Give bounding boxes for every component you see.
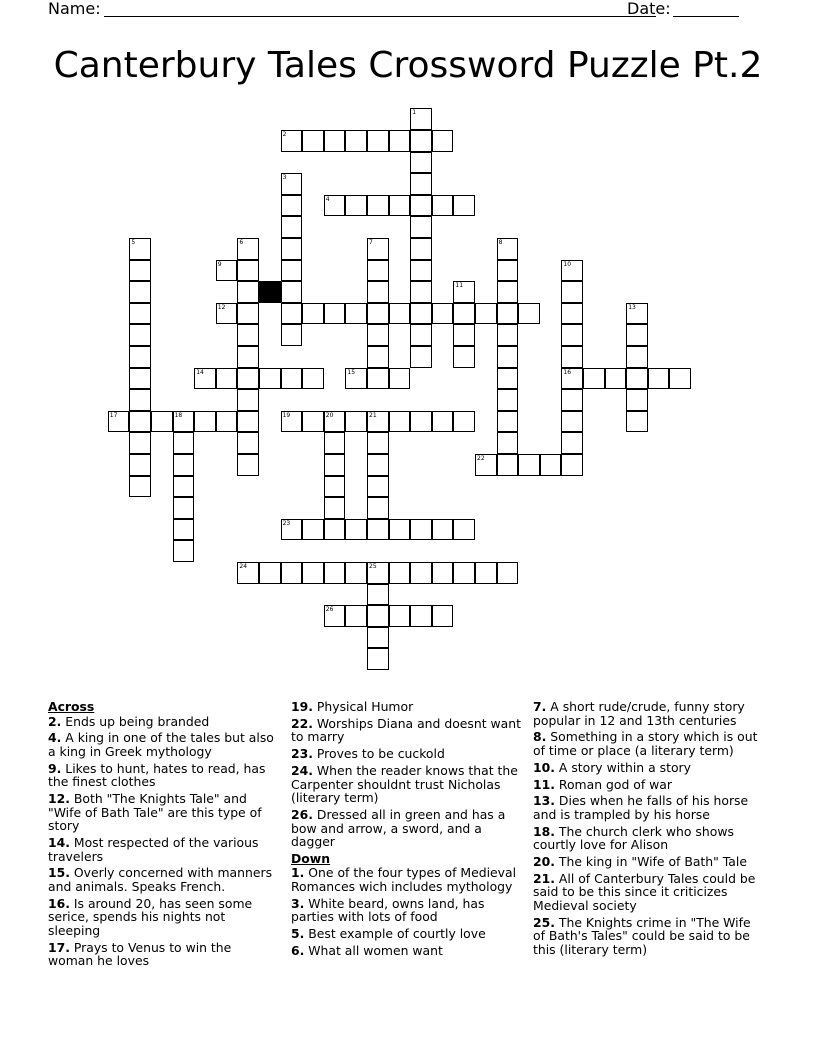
grid-cell[interactable]: [453, 562, 475, 584]
grid-cell[interactable]: [345, 368, 367, 390]
grid-cell[interactable]: [453, 281, 475, 303]
grid-cell[interactable]: [173, 432, 195, 454]
grid-cell[interactable]: [216, 303, 238, 325]
grid-cell[interactable]: [389, 195, 411, 217]
clue-number: 7: [369, 239, 373, 246]
grid-cell[interactable]: [626, 303, 648, 325]
grid-cell[interactable]: [345, 303, 367, 325]
grid-cell[interactable]: [173, 497, 195, 519]
down-heading: Down: [291, 850, 331, 866]
clue-number: 12.: [48, 791, 70, 807]
grid-cell[interactable]: [497, 281, 519, 303]
grid-cell[interactable]: [129, 346, 151, 368]
grid-cell[interactable]: [410, 605, 432, 627]
grid-cell[interactable]: [432, 411, 454, 433]
grid-cell[interactable]: [648, 368, 670, 390]
clue-item: [48, 762, 280, 789]
grid-cell[interactable]: [432, 519, 454, 541]
grid-cell[interactable]: [237, 303, 259, 325]
grid-cell[interactable]: [302, 303, 324, 325]
across-heading: Across: [48, 699, 95, 714]
clue-item: [533, 730, 765, 757]
clue-item: [533, 778, 765, 792]
clue-number: 10.: [533, 759, 555, 775]
grid-cell[interactable]: [237, 389, 259, 411]
grid-cell[interactable]: [497, 303, 519, 325]
grid-cell[interactable]: [345, 411, 367, 433]
grid-cell[interactable]: [497, 411, 519, 433]
clue-text: Dies when he falls of his horse and is trampled by his horse: [533, 793, 749, 822]
grid-cell[interactable]: [173, 540, 195, 562]
grid-cell[interactable]: [561, 368, 583, 390]
grid-cell[interactable]: [561, 389, 583, 411]
grid-cell[interactable]: [669, 368, 691, 390]
grid-cell[interactable]: [345, 562, 367, 584]
grid-cell[interactable]: [324, 454, 346, 476]
grid-cell[interactable]: [626, 324, 648, 346]
grid-cell[interactable]: [237, 454, 259, 476]
grid-cell[interactable]: [173, 476, 195, 498]
grid-cell[interactable]: [497, 454, 519, 476]
grid-cell[interactable]: [432, 562, 454, 584]
clue-number: 12: [217, 303, 226, 311]
clue-number: 26.: [291, 806, 313, 822]
clue-number: 24.: [291, 762, 313, 778]
clue-text: Best example of courtly love: [308, 926, 486, 942]
clue-number: 3: [282, 174, 287, 182]
grid-cell[interactable]: [281, 130, 303, 152]
clue-number: 2: [282, 131, 287, 138]
grid-cell[interactable]: [324, 130, 346, 152]
grid-cell[interactable]: [259, 562, 281, 584]
grid-cell[interactable]: [367, 584, 389, 606]
grid-cell[interactable]: [367, 411, 389, 433]
grid-cell[interactable]: [497, 389, 519, 411]
clue-item: [48, 715, 280, 729]
grid-cell[interactable]: [129, 303, 151, 325]
clue-number: 5: [131, 239, 136, 246]
grid-cell[interactable]: [194, 368, 216, 390]
grid-cell[interactable]: [410, 281, 432, 303]
clue-item: [291, 764, 523, 805]
grid-cell[interactable]: [432, 130, 454, 152]
clue-text: Dressed all in green and has a bow and arrow, a sword, and a dagger: [291, 806, 506, 850]
grid-cell[interactable]: [129, 432, 151, 454]
name-label: Name:: [48, 0, 101, 18]
clue-number: 17: [109, 411, 118, 419]
grid-cell[interactable]: [324, 562, 346, 584]
grid-cell[interactable]: [389, 130, 411, 152]
grid-cell[interactable]: [518, 303, 540, 325]
grid-cell[interactable]: [108, 411, 130, 433]
grid-cell[interactable]: [324, 605, 346, 627]
clue-item: [533, 700, 765, 727]
grid-cell[interactable]: [497, 562, 519, 584]
grid-cell[interactable]: [324, 195, 346, 217]
grid-cell[interactable]: [129, 454, 151, 476]
grid-cell[interactable]: [475, 303, 497, 325]
clue-item: [533, 825, 765, 852]
clue-number: 11.: [533, 776, 555, 792]
grid-cell[interactable]: [410, 108, 432, 130]
grid-cell[interactable]: [237, 411, 259, 433]
grid-cell[interactable]: [367, 195, 389, 217]
grid-cell[interactable]: [453, 195, 475, 217]
grid-cell[interactable]: [367, 519, 389, 541]
grid-cell[interactable]: [237, 324, 259, 346]
clue-column-2: [291, 700, 523, 961]
clue-number: 8: [498, 239, 503, 246]
clue-number: 21: [369, 411, 377, 419]
clue-number: 25: [369, 563, 377, 570]
grid-cell[interactable]: [367, 454, 389, 476]
clue-number: 20: [325, 411, 334, 419]
clue-number: 23.: [291, 746, 313, 762]
clue-item: [533, 872, 765, 913]
grid-cell[interactable]: [410, 324, 432, 346]
grid-cell[interactable]: [173, 519, 195, 541]
clue-number: 15: [347, 368, 356, 376]
grid-cell[interactable]: [302, 411, 324, 433]
grid-cell[interactable]: [561, 281, 583, 303]
clue-number: 23: [282, 519, 291, 527]
grid-cell[interactable]: [583, 368, 605, 390]
page-title: Canterbury Tales Crossword Puzzle Pt.2: [53, 45, 763, 86]
grid-cell[interactable]: [453, 346, 475, 368]
clue-text: Both "The Knights Tale" and "Wife of Bath Tale" are this type of story: [48, 791, 262, 834]
clue-number: 16: [563, 368, 572, 376]
grid-cell[interactable]: [129, 411, 151, 433]
grid-cell[interactable]: [281, 173, 303, 195]
grid-cell[interactable]: [129, 260, 151, 282]
grid-cell[interactable]: [281, 368, 303, 390]
grid-cell[interactable]: [173, 454, 195, 476]
grid-cell[interactable]: [389, 411, 411, 433]
grid-cell[interactable]: [410, 238, 432, 260]
clue-item: [291, 866, 523, 893]
clue-number: 13.: [533, 793, 555, 809]
grid-cell[interactable]: [345, 195, 367, 217]
grid-cell[interactable]: [281, 411, 303, 433]
clue-text: A king in one of the tales but also a king in Greek mythology: [48, 730, 274, 759]
clue-item: [48, 792, 280, 833]
grid-cell[interactable]: [151, 411, 173, 433]
grid-cell[interactable]: [367, 281, 389, 303]
clue-text: Is around 20, has seen some serice, spends his nights not sleeping: [48, 895, 253, 939]
grid-cell[interactable]: [237, 260, 259, 282]
clue-text: Most respected of the various travelers: [48, 835, 259, 864]
clue-text: Prays to Venus to win the woman he loves: [48, 939, 232, 969]
grid-cell[interactable]: [324, 411, 346, 433]
grid-cell[interactable]: [561, 260, 583, 282]
grid-cell[interactable]: [540, 454, 562, 476]
clue-item: [291, 717, 523, 744]
grid-cell[interactable]: [324, 432, 346, 454]
clue-number: 7.: [533, 699, 547, 714]
grid-cell[interactable]: [367, 432, 389, 454]
grid-cell[interactable]: [410, 152, 432, 174]
clue-number: 17.: [48, 939, 70, 955]
grid-cell[interactable]: [216, 260, 238, 282]
clue-item: [48, 897, 280, 938]
clue-number: 9.: [48, 760, 62, 776]
grid-cell[interactable]: [605, 368, 627, 390]
grid-cell[interactable]: [345, 605, 367, 627]
clue-item: [291, 747, 523, 761]
clue-text: The Knights crime in "The Wife of Bath's Tales" could be said to be this (literary term): [533, 914, 751, 957]
black-cell: [259, 281, 281, 303]
grid-cell[interactable]: [367, 648, 389, 670]
clue-item: [291, 808, 523, 849]
grid-cell[interactable]: [237, 432, 259, 454]
clue-item: [291, 897, 523, 924]
grid-cell[interactable]: [626, 411, 648, 433]
grid-cell[interactable]: [281, 216, 303, 238]
grid-cell[interactable]: [129, 368, 151, 390]
grid-cell[interactable]: [453, 411, 475, 433]
clue-item: [533, 916, 765, 957]
grid-cell[interactable]: [410, 562, 432, 584]
grid-cell[interactable]: [561, 324, 583, 346]
clue-item: [533, 761, 765, 775]
grid-cell[interactable]: [281, 281, 303, 303]
grid-cell[interactable]: [129, 476, 151, 498]
clue-item: [48, 866, 280, 893]
clue-text: Roman god of war: [558, 776, 672, 792]
grid-cell[interactable]: [367, 324, 389, 346]
grid-cell[interactable]: [237, 238, 259, 260]
grid-cell[interactable]: [626, 389, 648, 411]
grid-cell[interactable]: [129, 389, 151, 411]
grid-cell[interactable]: [173, 411, 195, 433]
clue-list: [48, 699, 768, 969]
grid-cell[interactable]: [281, 324, 303, 346]
clue-item: [291, 944, 523, 958]
grid-cell[interactable]: [497, 324, 519, 346]
clue-text: What all women want: [308, 943, 443, 958]
clue-text: The church clerk who shows courtly love for Alison: [533, 823, 734, 853]
clue-number: 11: [455, 282, 464, 290]
clue-number: 10: [563, 260, 572, 268]
grid-cell[interactable]: [389, 303, 411, 325]
grid-cell[interactable]: [497, 238, 519, 260]
grid-cell[interactable]: [367, 627, 389, 649]
clue-number: 6.: [291, 943, 305, 958]
grid-cell[interactable]: [237, 281, 259, 303]
clue-text: White beard, owns land, has parties with lots of food: [291, 895, 485, 925]
clue-column-3: [533, 700, 765, 960]
clue-text: All of Canterbury Tales could be said to be this since it criticizes Medieval society: [533, 870, 756, 914]
clue-item: [48, 941, 280, 968]
grid-cell[interactable]: [561, 454, 583, 476]
grid-cell[interactable]: [281, 195, 303, 217]
grid-cell[interactable]: [432, 195, 454, 217]
grid-cell[interactable]: [410, 411, 432, 433]
clue-item: [533, 855, 765, 869]
grid-cell[interactable]: [410, 195, 432, 217]
grid-cell[interactable]: [216, 411, 238, 433]
grid-cell[interactable]: [281, 303, 303, 325]
grid-cell[interactable]: [389, 562, 411, 584]
grid-cell[interactable]: [302, 562, 324, 584]
grid-cell[interactable]: [453, 519, 475, 541]
grid-cell[interactable]: [237, 346, 259, 368]
clue-item: [291, 700, 523, 714]
grid-cell[interactable]: [367, 497, 389, 519]
clue-number: 5.: [291, 926, 305, 942]
grid-cell[interactable]: [367, 238, 389, 260]
grid-cell[interactable]: [453, 303, 475, 325]
date-label: Date:: [627, 0, 671, 18]
clue-number: 20.: [533, 854, 555, 870]
clue-text: When the reader knows that the Carpenter shouldnt trust Nicholas (literary term): [291, 762, 518, 806]
grid-cell[interactable]: [497, 432, 519, 454]
grid-cell[interactable]: [626, 346, 648, 368]
grid-cell[interactable]: [561, 303, 583, 325]
grid-cell[interactable]: [367, 368, 389, 390]
grid-cell[interactable]: [281, 519, 303, 541]
clue-number: 4.: [48, 730, 62, 746]
grid-cell[interactable]: [302, 519, 324, 541]
grid-cell[interactable]: [367, 476, 389, 498]
grid-cell[interactable]: [518, 454, 540, 476]
grid-cell[interactable]: [410, 519, 432, 541]
grid-cell[interactable]: [129, 238, 151, 260]
grid-cell[interactable]: [410, 216, 432, 238]
grid-cell[interactable]: [561, 432, 583, 454]
clue-text: Ends up being branded: [65, 713, 210, 729]
grid-cell[interactable]: [281, 562, 303, 584]
grid-cell[interactable]: [324, 476, 346, 498]
grid-cell[interactable]: [497, 368, 519, 390]
clue-item: [48, 836, 280, 863]
clue-number: 1: [412, 109, 417, 117]
clue-number: 22.: [291, 715, 313, 731]
clue-number: 14: [196, 368, 204, 376]
clue-text: Physical Humor: [316, 699, 414, 714]
grid-cell[interactable]: [410, 173, 432, 195]
grid-cell[interactable]: [561, 411, 583, 433]
grid-cell[interactable]: [259, 368, 281, 390]
grid-cell[interactable]: [389, 519, 411, 541]
clue-number: 4: [325, 195, 330, 203]
clue-text: Proves to be cuckold: [316, 746, 445, 762]
grid-cell[interactable]: [475, 562, 497, 584]
clue-number: 21.: [533, 870, 555, 886]
grid-cell[interactable]: [367, 562, 389, 584]
grid-cell[interactable]: [626, 368, 648, 390]
grid-cell[interactable]: [324, 303, 346, 325]
grid-cell[interactable]: [324, 497, 346, 519]
grid-cell[interactable]: [237, 368, 259, 390]
clue-text: Likes to hunt, hates to read, has the finest clothes: [48, 760, 266, 790]
grid-cell[interactable]: [497, 260, 519, 282]
clue-number: 15.: [48, 865, 70, 881]
clue-text: One of the four types of Medieval Romances wich includes mythology: [291, 865, 517, 895]
clue-number: 8.: [533, 729, 547, 745]
clue-number: 16.: [48, 895, 70, 911]
clue-text: Worships Diana and doesnt want to marry: [291, 715, 521, 745]
clue-item: [533, 794, 765, 821]
grid-cell[interactable]: [475, 454, 497, 476]
clue-text: A story within a story: [558, 759, 691, 775]
clue-number: 1.: [291, 865, 305, 881]
grid-cell[interactable]: [410, 303, 432, 325]
clue-item: [48, 731, 280, 758]
grid-cell[interactable]: [129, 281, 151, 303]
grid-cell[interactable]: [497, 346, 519, 368]
clue-number: 24: [239, 563, 248, 570]
grid-cell[interactable]: [410, 346, 432, 368]
grid-cell[interactable]: [216, 368, 238, 390]
grid-cell[interactable]: [389, 605, 411, 627]
grid-cell[interactable]: [281, 260, 303, 282]
grid-cell[interactable]: [302, 368, 324, 390]
grid-cell[interactable]: [324, 519, 346, 541]
clue-number: 2.: [48, 713, 62, 729]
grid-cell[interactable]: [410, 130, 432, 152]
clue-number: 6: [239, 239, 244, 246]
clue-number: 14.: [48, 835, 70, 851]
grid-cell[interactable]: [367, 346, 389, 368]
grid-cell[interactable]: [432, 303, 454, 325]
grid-cell[interactable]: [432, 605, 454, 627]
clue-number: 22: [477, 455, 485, 462]
grid-cell[interactable]: [367, 303, 389, 325]
grid-cell[interactable]: [410, 260, 432, 282]
grid-cell[interactable]: [345, 130, 367, 152]
grid-cell[interactable]: [345, 519, 367, 541]
grid-cell[interactable]: [367, 605, 389, 627]
grid-cell[interactable]: [561, 346, 583, 368]
clue-number: 18.: [533, 823, 555, 839]
clue-text: A short rude/crude, funny story popular in 12 and 13th centuries: [533, 699, 745, 728]
grid-cell[interactable]: [453, 324, 475, 346]
grid-cell[interactable]: [237, 562, 259, 584]
grid-cell[interactable]: [281, 238, 303, 260]
clue-text: Something in a story which is out of time or place (a literary term): [533, 729, 758, 758]
clue-number: 19: [282, 411, 291, 419]
clue-number: 3.: [291, 895, 305, 911]
clue-number: 26: [325, 606, 334, 614]
clue-column-1: [48, 700, 280, 971]
clue-text: Overly concerned with manners and animals. Speaks French.: [48, 865, 273, 895]
clue-text: The king in "Wife of Bath" Tale: [558, 854, 747, 870]
clue-number: 25.: [533, 914, 555, 930]
clue-item: [291, 927, 523, 941]
clue-number: 18: [174, 411, 183, 419]
clue-number: 19.: [291, 699, 313, 714]
grid-cell[interactable]: [194, 411, 216, 433]
grid-cell[interactable]: [302, 130, 324, 152]
grid-cell[interactable]: [367, 260, 389, 282]
clue-number: 9: [217, 260, 222, 268]
clue-number: 13: [628, 303, 636, 311]
grid-cell[interactable]: [367, 130, 389, 152]
grid-cell[interactable]: [389, 368, 411, 390]
grid-cell[interactable]: [129, 324, 151, 346]
